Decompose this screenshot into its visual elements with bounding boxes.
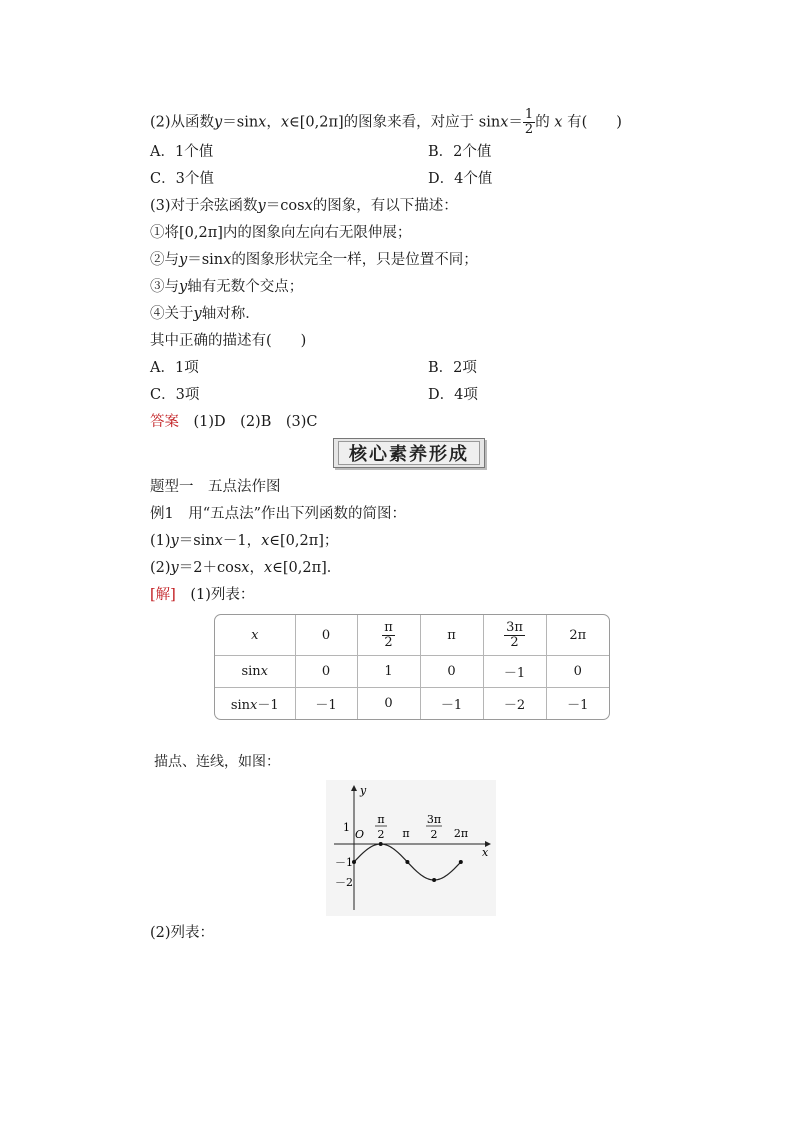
x-tick-3pi-2-den: 2 (430, 828, 438, 841)
var-x: x (280, 114, 290, 131)
table-cell (357, 615, 420, 656)
y-tick-1: 1 (343, 821, 350, 834)
origin-label: O (355, 828, 365, 841)
table-cell: π (420, 615, 483, 656)
q3-item3 (150, 277, 303, 297)
q2-option-c: C．3个值 (150, 171, 214, 187)
q3-ask: 其中正确的描述有( ) (150, 333, 307, 349)
x-tick-pi: π (402, 827, 410, 840)
q3-item2 (150, 250, 478, 270)
ex-text: (1) (150, 533, 171, 549)
var-y: y (170, 533, 179, 549)
data-point (379, 842, 383, 846)
table-row (215, 615, 609, 656)
solution-label: [解] (150, 587, 176, 603)
q3-option-a: A．1项 (150, 360, 199, 376)
fraction-numerator: 3π (506, 619, 523, 635)
fraction-denominator: 2 (384, 634, 393, 650)
x-axis-label: x (482, 846, 489, 859)
q2-domain: ∈[0,2π]的图象来看，对应于 sin (289, 114, 501, 131)
q3-option-d: D．4项 (428, 387, 478, 403)
cell-text: sin (241, 664, 261, 680)
fraction-denominator: 2 (524, 122, 534, 137)
y-tick-minus-2: －2 (335, 876, 353, 889)
var-x: x (260, 664, 269, 680)
data-point (432, 878, 436, 882)
cell-text: －1 (257, 697, 279, 713)
section-banner (333, 438, 485, 468)
q3-text: ③与 (150, 279, 179, 295)
q3-text: ④关于 (150, 306, 194, 322)
q2-eq2: ＝ (508, 114, 523, 131)
y-axis-label: y (360, 784, 367, 797)
table-cell (215, 656, 295, 688)
var-x: x (261, 533, 270, 549)
var-y: y (170, 560, 179, 576)
graph-svg (326, 780, 496, 916)
var-x: x (214, 533, 223, 549)
solution-text: (1)列表： (190, 587, 255, 603)
ex-text: ＝2＋cos (178, 560, 242, 576)
table-cell (483, 615, 546, 656)
table-cell: －1 (295, 687, 357, 719)
table-cell: －2 (483, 687, 546, 719)
var-x: x (304, 198, 313, 214)
var-y: y (179, 279, 188, 295)
table-cell: 0 (295, 656, 357, 688)
q2-comma: ， (266, 114, 281, 131)
q3-text: 的图象，有以下描述： (312, 198, 458, 214)
table-cell: 0 (546, 656, 609, 688)
example-part-1 (150, 531, 338, 551)
x-tick-3pi-2-num: 3π (426, 813, 442, 826)
cell-text: sin (230, 697, 251, 713)
x-tick-pi-2-num: π (377, 813, 385, 826)
x-tick-pi-2-den: 2 (377, 828, 385, 841)
type-heading: 题型一 五点法作图 (150, 479, 281, 495)
table-row (215, 656, 609, 688)
solution-line (150, 585, 254, 605)
var-x: x (263, 560, 273, 576)
value-table (214, 614, 610, 720)
y-tick-minus-1: －1 (335, 856, 353, 869)
sine-graph (326, 780, 496, 916)
var-x: x (258, 114, 267, 131)
var-x: x (554, 114, 563, 131)
q2-prefix: (2)从函数 (150, 114, 215, 131)
section-banner-title: 核心素养形成 (338, 441, 480, 465)
table-cell: 1 (357, 656, 420, 688)
fraction-numerator: 1 (524, 107, 534, 122)
q3-item4 (150, 304, 260, 324)
var-y: y (193, 306, 202, 322)
q3-line1 (150, 196, 458, 216)
q2-option-a: A．1个值 (150, 144, 214, 160)
ex-text: ＝sin (178, 533, 215, 549)
ex-text: ∈[0,2π]； (269, 533, 339, 549)
table-cell: 0 (357, 687, 420, 719)
q2-suffix-de: 的 (535, 114, 550, 131)
table-cell: －1 (420, 687, 483, 719)
q3-text: ②与 (150, 252, 179, 268)
q3-text: ＝sin (187, 252, 224, 268)
q3-text: 轴有无数个交点； (187, 279, 304, 295)
table-cell: 0 (420, 656, 483, 688)
table-cell: 2π (546, 615, 609, 656)
ex-text: －1， (222, 533, 262, 549)
x-tick-2pi: 2π (453, 827, 469, 840)
q2-option-d: D．4个值 (428, 171, 493, 187)
ex-text: ∈[0,2π]． (272, 560, 342, 576)
q2-eq1: ＝sin (222, 114, 259, 131)
ex-text: (2) (150, 560, 171, 576)
q3-text: 的图象形状完全一样，只是位置不同； (231, 252, 478, 268)
answer-line (150, 412, 318, 432)
table-cell: －1 (483, 656, 546, 688)
fraction-half (523, 108, 535, 137)
example-part-2 (150, 558, 341, 578)
answer-label: 答案 (150, 414, 179, 430)
q3-option-c: C．3项 (150, 387, 200, 403)
q3-text: 轴对称． (201, 306, 260, 322)
table-cell: x (215, 615, 295, 656)
var-x: x (250, 697, 258, 713)
data-point (405, 860, 409, 864)
var-y: y (179, 252, 188, 268)
table-cell (215, 687, 295, 719)
plot-instruction: 描点、连线，如图： (154, 754, 280, 770)
example-heading: 例1 用“五点法”作出下列函数的简图： (150, 506, 407, 522)
q3-option-b: B．2项 (428, 360, 477, 376)
table-cell: 0 (295, 615, 357, 656)
var-x: x (223, 252, 232, 268)
q2-line (150, 108, 622, 137)
answer-text: (1)D (2)B (3)C (193, 414, 318, 430)
var-x: x (500, 114, 509, 131)
var-x: x (241, 560, 250, 576)
fraction-denominator: 2 (510, 634, 519, 650)
fraction-numerator: π (384, 619, 393, 635)
data-point (459, 860, 463, 864)
var-y: y (257, 198, 266, 214)
part2-heading: (2)列表： (150, 925, 215, 941)
q3-text: ＝cos (265, 198, 305, 214)
q3-text: (3)对于余弦函数 (150, 198, 258, 214)
var-y: y (214, 114, 223, 131)
ex-text: ， (249, 560, 264, 576)
q2-option-b: B．2个值 (428, 144, 492, 160)
table-cell: －1 (546, 687, 609, 719)
table-row (215, 687, 609, 719)
q2-suffix: 有( ) (567, 114, 622, 131)
q3-item1: ①将[0,2π]内的图象向左向右无限伸展； (150, 225, 412, 241)
